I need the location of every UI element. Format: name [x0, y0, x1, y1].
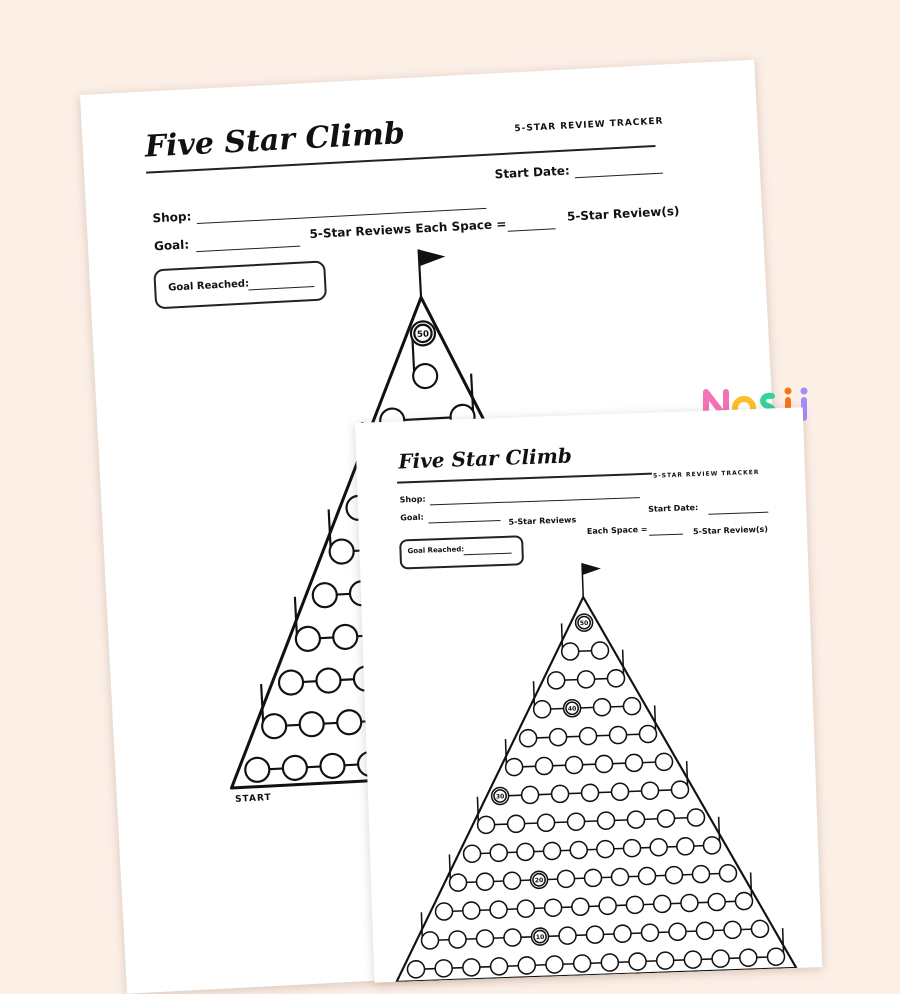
review-space[interactable]	[657, 810, 675, 828]
review-space[interactable]	[641, 924, 659, 942]
review-space[interactable]	[549, 728, 567, 746]
review-space[interactable]	[435, 960, 453, 978]
review-space[interactable]	[724, 921, 742, 939]
review-space[interactable]	[593, 698, 611, 716]
sheet-title: Five Star Climb	[397, 443, 573, 474]
sheet-subtitle: 5-STAR REVIEW TRACKER	[514, 116, 664, 135]
review-unit-label: 5-Star Review(s)	[692, 524, 769, 537]
review-space[interactable]	[337, 710, 362, 735]
review-space[interactable]	[639, 725, 657, 743]
review-space[interactable]	[577, 671, 595, 689]
milestone-label: 50	[416, 329, 430, 341]
flag-icon	[582, 563, 601, 576]
review-space[interactable]	[740, 949, 758, 967]
review-space[interactable]	[623, 839, 641, 857]
review-space[interactable]	[519, 729, 537, 747]
review-space[interactable]	[607, 670, 625, 688]
review-space[interactable]	[597, 840, 615, 858]
review-space[interactable]	[692, 865, 710, 883]
review-space[interactable]	[421, 932, 439, 950]
review-space[interactable]	[614, 925, 632, 943]
review-space[interactable]	[546, 956, 564, 974]
review-space[interactable]	[490, 901, 508, 919]
review-space[interactable]	[623, 697, 641, 715]
review-space[interactable]	[626, 896, 644, 914]
review-space[interactable]	[671, 781, 689, 799]
review-space[interactable]	[517, 900, 535, 918]
sheet-subtitle: 5-STAR REVIEW TRACKER	[652, 468, 760, 480]
review-space[interactable]	[561, 643, 579, 661]
review-space[interactable]	[567, 813, 585, 831]
review-space[interactable]	[333, 624, 358, 649]
review-space[interactable]	[435, 903, 453, 921]
review-space[interactable]	[601, 954, 619, 972]
review-space[interactable]	[407, 961, 425, 979]
review-space[interactable]	[557, 870, 575, 888]
review-space[interactable]	[463, 845, 481, 863]
review-space[interactable]	[609, 726, 627, 744]
review-space[interactable]	[703, 837, 721, 855]
review-space[interactable]	[535, 757, 553, 775]
review-space[interactable]	[579, 727, 597, 745]
review-space[interactable]	[656, 952, 674, 970]
milestone-label: 30	[495, 793, 505, 801]
review-space[interactable]	[573, 955, 591, 973]
climb-path-line	[444, 901, 744, 911]
milestone-label: 50	[579, 619, 589, 628]
review-space[interactable]	[503, 872, 521, 890]
review-space[interactable]	[329, 539, 354, 564]
review-space[interactable]	[299, 712, 324, 737]
review-space[interactable]	[316, 668, 341, 693]
review-space[interactable]	[544, 899, 562, 917]
review-space[interactable]	[449, 931, 467, 949]
review-space[interactable]	[681, 894, 699, 912]
review-space[interactable]	[735, 892, 753, 910]
each-space-label: Each Space =	[586, 524, 648, 536]
review-space[interactable]	[586, 926, 604, 944]
review-space[interactable]	[295, 626, 320, 651]
start-date-label: Start Date:	[494, 163, 571, 182]
review-space[interactable]	[463, 959, 481, 977]
tracker-sheet-small	[355, 407, 822, 982]
review-space[interactable]	[278, 670, 303, 695]
review-space[interactable]	[551, 785, 569, 803]
reviews-label: 5-Star Reviews	[309, 221, 412, 242]
climb-path-line	[542, 706, 632, 709]
review-space[interactable]	[490, 958, 508, 976]
review-space[interactable]	[320, 753, 345, 778]
review-space[interactable]	[581, 784, 599, 802]
review-space[interactable]	[282, 755, 307, 780]
climb-path-line	[472, 845, 712, 853]
review-space[interactable]	[638, 867, 656, 885]
review-space[interactable]	[669, 923, 687, 941]
review-space[interactable]	[591, 642, 609, 660]
review-space[interactable]	[611, 783, 629, 801]
review-space[interactable]	[463, 902, 481, 920]
shop-label: Shop:	[399, 494, 426, 505]
review-space[interactable]	[449, 874, 467, 892]
review-space[interactable]	[584, 869, 602, 887]
review-space[interactable]	[572, 898, 590, 916]
review-space[interactable]	[559, 927, 577, 945]
review-space[interactable]	[751, 920, 769, 938]
shop-label: Shop:	[152, 209, 192, 226]
review-space[interactable]	[719, 864, 737, 882]
review-space[interactable]	[543, 842, 561, 860]
review-space[interactable]	[537, 814, 555, 832]
review-space[interactable]	[477, 816, 495, 834]
review-space[interactable]	[245, 757, 270, 782]
review-space[interactable]	[687, 809, 705, 827]
review-space[interactable]	[413, 363, 438, 388]
start-date-label: Start Date:	[648, 503, 699, 514]
review-space[interactable]	[547, 672, 565, 690]
review-space[interactable]	[504, 929, 522, 947]
review-space[interactable]	[517, 843, 535, 861]
review-space[interactable]	[627, 811, 645, 829]
start-label: START	[234, 792, 272, 805]
flag-icon	[419, 248, 446, 266]
each-space-label: Each Space =	[415, 216, 507, 236]
review-space[interactable]	[476, 873, 494, 891]
goal-reached-label: Goal Reached:	[167, 278, 250, 294]
review-space[interactable]	[570, 841, 588, 859]
review-space[interactable]	[262, 714, 287, 739]
review-space[interactable]	[708, 893, 726, 911]
review-unit-label: 5-Star Review(s)	[566, 203, 680, 224]
review-space[interactable]	[629, 953, 647, 971]
review-space[interactable]	[595, 755, 613, 773]
review-space[interactable]	[641, 782, 659, 800]
review-space[interactable]	[521, 786, 539, 804]
review-space[interactable]	[712, 950, 730, 968]
milestone-label: 10	[535, 933, 545, 942]
review-space[interactable]	[655, 753, 673, 771]
review-space[interactable]	[505, 758, 523, 776]
review-space[interactable]	[507, 815, 525, 833]
reviews-label: 5-Star Reviews	[508, 515, 577, 527]
review-space[interactable]	[665, 866, 683, 884]
review-space[interactable]	[597, 812, 615, 830]
review-space[interactable]	[476, 930, 494, 948]
goal-label: Goal:	[153, 237, 190, 254]
review-space[interactable]	[625, 754, 643, 772]
goal-reached-label: Goal Reached:	[407, 545, 465, 556]
review-space[interactable]	[518, 957, 536, 975]
review-space[interactable]	[653, 895, 671, 913]
review-space[interactable]	[565, 756, 583, 774]
review-space[interactable]	[696, 922, 714, 940]
review-space[interactable]	[767, 948, 785, 966]
review-space[interactable]	[677, 838, 695, 856]
review-space[interactable]	[533, 701, 551, 719]
sheet-title: Five Star Climb	[143, 116, 406, 165]
review-space[interactable]	[684, 951, 702, 969]
goal-label: Goal:	[400, 512, 424, 523]
review-space[interactable]	[650, 838, 668, 856]
review-space[interactable]	[490, 844, 508, 862]
milestone-label: 40	[567, 705, 577, 713]
review-space[interactable]	[312, 583, 337, 608]
climb-triangle	[355, 407, 822, 982]
review-space[interactable]	[611, 868, 629, 886]
milestone-label: 20	[534, 877, 544, 885]
